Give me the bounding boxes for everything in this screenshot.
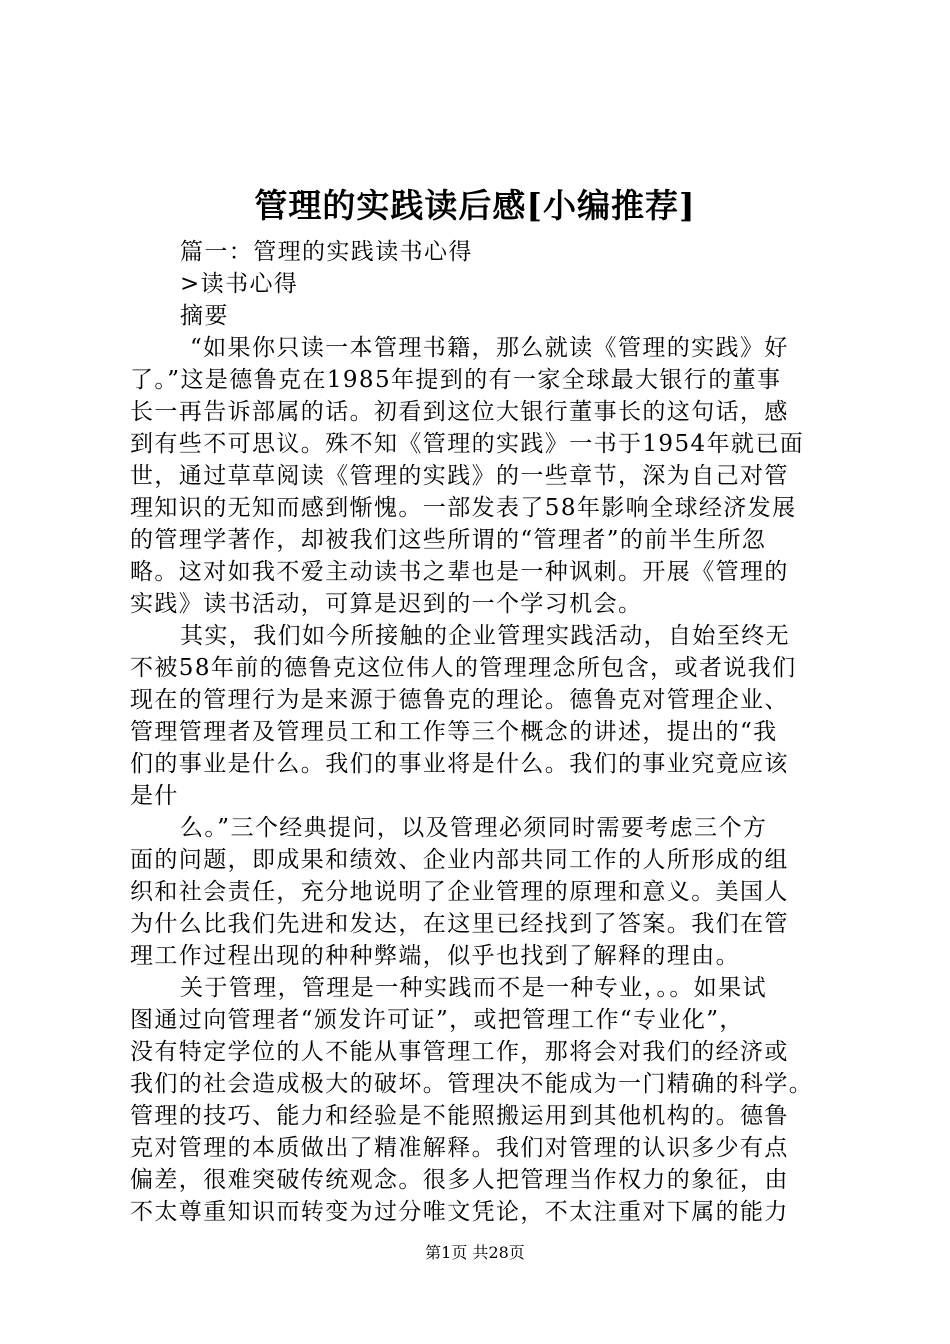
paragraph-line: 的管理学著作，却被我们这些所谓的“管理者”的前半生所忽 [130, 527, 767, 553]
document-title: 管理的实践读后感[小编推荐] [254, 186, 696, 225]
paragraph-line: 不被58年前的德鲁克这位伟人的管理理念所包含，或者说我们 [130, 655, 797, 681]
paragraph-line: 克对管理的本质做出了精准解释。我们对管理的认识多少有点 [130, 1135, 789, 1161]
paragraph-line: 图通过向管理者“颁发许可证”，或把管理工作“专业化”， [130, 1007, 744, 1033]
paragraph-line: “如果你只读一本管理书籍，那么就读《管理的实践》好 [190, 335, 789, 361]
paragraph-line: 理工作过程出现的种种弊端，似乎也找到了解释的理由。 [130, 943, 740, 969]
paragraph-line: 理知识的无知而感到惭愧。一部发表了58年影响全球经济发展 [130, 495, 797, 521]
paragraph-line: 实践》读书活动，可算是迟到的一个学习机会。 [130, 591, 643, 617]
paragraph-line: 管理管理者及管理员工和工作等三个概念的讲述，提出的“我 [130, 719, 778, 745]
paragraph-line: 到有些不可思议。殊不知《管理的实践》一书于1954年就已面 [130, 431, 805, 457]
paragraph-line: 们的事业是什么。我们的事业将是什么。我们的事业究竟应该 [130, 751, 789, 777]
paragraph-line: 面的问题，即成果和绩效、企业内部共同工作的人所形成的组 [130, 847, 789, 873]
paragraph-line: 长一再告诉部属的话。初看到这位大银行董事长的这句话，感 [130, 399, 789, 425]
paragraph-line: 现在的管理行为是来源于德鲁克的理论。德鲁克对管理企业、 [130, 687, 789, 713]
paragraph-line: 么。”三个经典提问，以及管理必须同时需要考虑三个方 [180, 815, 768, 841]
document-body [130, 236, 830, 1228]
paragraph-line: 我们的社会造成极大的破坏。管理决不能成为一门精确的科学。 [130, 1071, 814, 1097]
paragraph-line: 是什 [130, 783, 179, 809]
paragraph-line: 织和社会责任，充分地说明了企业管理的原理和意义。美国人 [130, 879, 789, 905]
paragraph-line: 其实，我们如今所接触的企业管理实践活动，自始至终无 [180, 623, 790, 649]
paragraph-line: 不太尊重知识而转变为过分唯文凭论，不太注重对下属的能力 [130, 1199, 789, 1225]
paragraph-line: 关于管理，管理是一种实践而不是一种专业，。。如果试 [180, 975, 767, 1001]
paragraph-line: 偏差，很难突破传统观念。很多人把管理当作权力的象征，由 [130, 1167, 789, 1193]
paragraph-line: 管理的技巧、能力和经验是不能照搬运用到其他机构的。德鲁 [130, 1103, 789, 1129]
paragraph-line: 世，通过草草阅读《管理的实践》的一些章节，深为自己对管 [130, 463, 789, 489]
subheading: >读书心得 [180, 271, 299, 297]
paragraph-line: 略。这对如我不爱主动读书之辈也是一种讽刺。开展《管理的 [130, 559, 789, 585]
paragraph-line: 了。”这是德鲁克在1985年提到的有一家全球最大银行的董事 [130, 367, 782, 393]
page-number-footer: 第1页 共28页 [425, 1243, 525, 1262]
abstract-label: 摘要 [180, 303, 229, 329]
section-heading: 篇一：管理的实践读书心得 [180, 239, 473, 265]
paragraph-line: 为什么比我们先进和发达，在这里已经找到了答案。我们在管 [130, 911, 789, 937]
paragraph-line: 没有特定学位的人不能从事管理工作，那将会对我们的经济或 [130, 1039, 789, 1065]
